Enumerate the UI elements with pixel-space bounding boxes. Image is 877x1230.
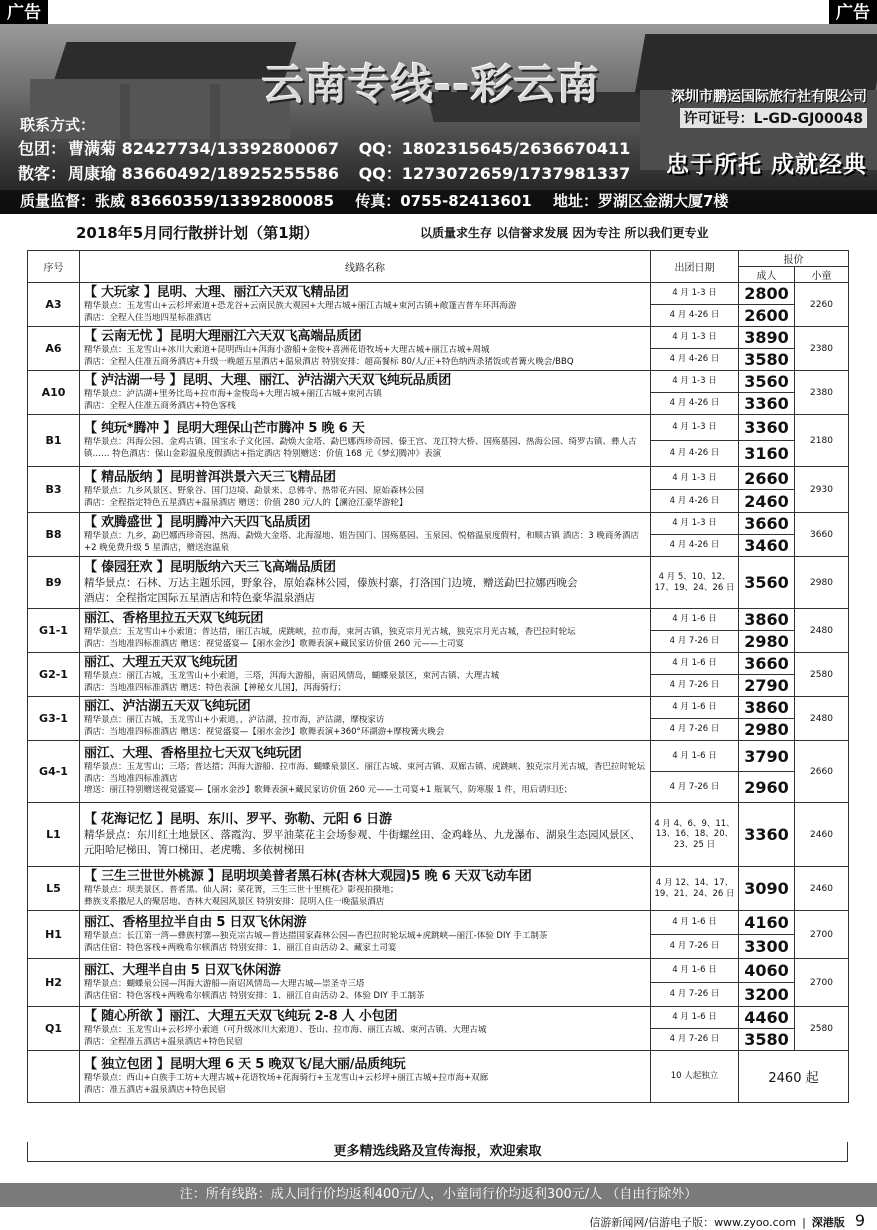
route-title: 丽江、香格里拉半自由 5 日双飞休闲游 [84, 914, 307, 930]
slogan: 忠于所托 成就经典 [665, 152, 867, 178]
row-adult-price: 2980 [739, 719, 795, 741]
row-date: 4 月 1-6 日 [651, 1007, 739, 1029]
row-route [80, 1051, 651, 1103]
row-adult-price: 3200 [739, 983, 795, 1007]
route-detail: 精华景点：玉龙雪山；三塔；普达措；洱海大游船、拉市海、蝴蝶泉景区、丽江古城、束河古镇、双廊古镇、虎跳峡、独克宗月光古城，香巴拉时轮坛 酒店：当地准四标准酒店 [84, 762, 646, 784]
row-date: 4 月 1-3 日 [651, 467, 739, 490]
table-row [28, 283, 849, 305]
row-date: 4 月 1-3 日 [651, 415, 739, 441]
row-date: 4 月 1-6 日 [651, 911, 739, 935]
company-name: 深圳市鹏运国际旅行社有限公司 [671, 89, 867, 105]
page-number: 9 [854, 1211, 865, 1230]
row-child-price: 2460 [795, 803, 849, 867]
route-detail: 酒店住宿：特色客栈+两晚希尔顿酒店 特别安排：1、丽江自由活动 2、体验 DIY 手工制茶 [84, 990, 425, 1001]
row-child-price: 2700 [795, 911, 849, 959]
route-detail: 精华景点：石林、万达主题乐园，野象谷，原始森林公园，傣族村寨，打洛国门边境，赠送勐巴拉娜西晚会 [84, 577, 578, 590]
route-detail: 精华景点：九乡，勐巴娜西珍奇园、热海、勐焕大金塔、北海湿地、姐告国门、国殇墓园、玉泉园、悦榕温泉度假村，和顺古镇 酒店：3 晚商务酒店+2 晚免费升级 5 星酒店，赠送泡温泉 [84, 531, 639, 553]
single-label: 散客： [18, 164, 67, 183]
row-child-price: 2660 [795, 741, 849, 803]
route-detail: 酒店：全程准五酒店+温泉酒店+特色民宿 [84, 1036, 243, 1047]
row-date: 4 月 1-3 日 [651, 371, 739, 393]
row-route [80, 1007, 651, 1051]
header-code: 序号 [28, 251, 80, 283]
row-code: A10 [28, 371, 80, 415]
row-code: B9 [28, 557, 80, 609]
route-detail: 精华景点：泸沽湖+里务比岛+拉市海+金梭岛+大理古城+丽江古城+束河古镇 [84, 389, 382, 400]
route-detail: 酒店住宿：特色客栈+两晚希尔顿酒店 特别安排：1、丽江自由活动 2、藏家土司宴 [84, 942, 397, 953]
row-date: 4 月 1-6 日 [651, 959, 739, 983]
tour-table [27, 250, 849, 1103]
route-title: 【 三生三世世外桃源 】昆明坝美普者黑石林(杏林大观园)5 晚 6 天双飞动车团 [84, 868, 532, 884]
row-date: 4 月 5、10、12、17、19、24、26 日 [651, 557, 739, 609]
group-label: 包团： [18, 139, 67, 158]
table-row [28, 1007, 849, 1029]
row-date: 4 月 4-26 日 [651, 349, 739, 371]
row-adult-price: 2790 [739, 675, 795, 697]
route-detail: 精华景点：洱海公园、金鸡古镇、国宝永子文化园、勐焕大金塔、勐巴娜西珍奇园、傣王宫、龙江特大桥、国殇墓园、热海公园、绮罗古镇、彝人古镇…… 特色酒店：保山金彩温泉度假酒店+指定酒店 特别赠送：价值 168 元《梦幻腾冲》表演 [84, 437, 637, 459]
row-adult-price: 2460 [739, 490, 795, 513]
route-detail: 精华景点：玉龙雪山+云杉坪小索道（可升级冰川大索道）、苍山、拉市海、丽江古城、束河古镇、大理古城 [84, 1025, 487, 1036]
banner-title: 云南专线--彩云南 [262, 60, 600, 109]
row-code: H1 [28, 911, 80, 959]
row-adult-price: 2660 [739, 467, 795, 490]
row-route [80, 741, 651, 803]
row-date: 4 月 1-6 日 [651, 741, 739, 772]
row-route [80, 513, 651, 557]
route-detail: 精华景点：玉龙雪山+冰川大索道+昆明西山+洱海小游船+金梭+喜洲花语牧场+大理古城+丽江古城+周城 [84, 345, 490, 356]
route-detail: 酒店：当地准四标准酒店 赠送：特色表演【神秘女儿国】，洱海骑行； [84, 682, 346, 693]
row-adult-price: 3360 [739, 393, 795, 415]
row-code: L5 [28, 867, 80, 911]
route-detail: 增送：丽江特别赠送视觉盛宴—【丽水金沙】歌舞表演+藏民家访价值 260 元——土司宴+1 瓶氧气，防寒服 1 件，用后请归还； [84, 785, 573, 796]
route-detail: 精华景点：玉龙雪山+小索道；普达措，丽江古城，虎跳峡，拉市海，束河古镇，独克宗月光古城，独克宗月光古城，香巴拉时轮坛 [84, 627, 576, 638]
route-detail: 精华景点：丽江古城，玉龙雪山+小索道，三塔，洱海大游船，南诏风情岛，蝴蝶泉景区，束河古镇、大理古城 [84, 671, 500, 682]
row-date: 4 月 4-26 日 [651, 535, 739, 557]
row-code: B1 [28, 415, 80, 467]
row-adult-price: 3860 [739, 697, 795, 719]
row-adult-price: 3580 [739, 349, 795, 371]
row-code: A6 [28, 327, 80, 371]
row-adult-price: 3360 [739, 415, 795, 441]
route-title: 丽江、大理、香格里拉七天双飞纯玩团 [84, 746, 302, 762]
row-date: 4 月 7-26 日 [651, 983, 739, 1007]
group-qq: QQ：1802315645/2636670411 [358, 139, 631, 158]
row-adult-price: 4460 [739, 1007, 795, 1029]
row-route [80, 557, 651, 609]
table-row [28, 467, 849, 490]
header-date: 出团日期 [651, 251, 739, 283]
row-adult-price: 3090 [739, 867, 795, 911]
row-route [80, 327, 651, 371]
banner-pillar-decoration [120, 84, 130, 144]
header-child: 小童 [795, 267, 849, 283]
row-date: 4 月 1-3 日 [651, 513, 739, 535]
table-row [28, 609, 849, 631]
table-row [28, 1051, 849, 1103]
row-date: 4 月 1-6 日 [651, 609, 739, 631]
row-date: 4 月 4-26 日 [651, 490, 739, 513]
route-detail: 精华景点：坝美景区、普者黑、仙人洞；菜花箐，三生三世十里桃花》影视拍摄地； [84, 885, 399, 896]
row-code: B8 [28, 513, 80, 557]
single-contact [18, 161, 630, 184]
table-row [28, 327, 849, 349]
row-code: G4-1 [28, 741, 80, 803]
route-detail: 彝族支系撒尼人的聚居地、杏林大观园风景区 特别安排：昆明入住一晚温泉酒店 [84, 896, 385, 907]
row-child-price: 2380 [795, 327, 849, 371]
route-detail: 酒店：当地准四标准酒店 赠送：视觉盛宴—【丽水金沙】歌舞表演+藏民家访价值 260 元——土司宴 [84, 638, 464, 649]
row-route [80, 653, 651, 697]
banner-roof-decoration [54, 42, 297, 82]
header-price: 报价 [739, 251, 849, 267]
row-child-price: 2580 [795, 1007, 849, 1051]
route-title: 丽江、大理五天双飞纯玩团 [84, 654, 238, 670]
single-qq: QQ：1273072659/1737981337 [358, 164, 631, 183]
row-child-price: 2580 [795, 653, 849, 697]
row-adult-price: 2600 [739, 305, 795, 327]
row-date: 4 月 7-26 日 [651, 935, 739, 959]
ad-label-right: 广告 [829, 0, 877, 26]
row-date: 4 月 1-6 日 [651, 653, 739, 675]
table-header-row [28, 251, 849, 267]
route-title: 【 纯玩*腾冲 】昆明大理保山芒市腾冲 5 晚 6 天 [84, 420, 365, 436]
route-detail: 精华景点：东川红土地景区、落霞沟、罗平油菜花主会场参观、牛街螺丝田、金鸡峰丛、九龙瀑布、湖泉生态园风景区、元阳哈尼梯田、箐口梯田、老虎嘴、多依树梯田 [84, 829, 641, 856]
table-row [28, 371, 849, 393]
row-route [80, 959, 651, 1007]
route-detail: 酒店：当地准四标准酒店 赠送：视觉盛宴—【丽水金沙】歌舞表演+360°环湖游+摩梭篝火晚会 [84, 726, 445, 737]
group-contact [18, 136, 630, 159]
row-child-price: 2180 [795, 415, 849, 467]
route-title: 【 云南无忧 】昆明大理丽江六天双飞高端品质团 [84, 328, 362, 344]
route-title: 丽江、大理半自由 5 日双飞休闲游 [84, 962, 281, 978]
row-adult-price: 3300 [739, 935, 795, 959]
license-number: 许可证号：L-GD-GJ00048 [680, 108, 867, 128]
route-detail: 精华景点：蝴蝶泉公园—洱海大游船—南诏风情岛—大理古城—崇圣寺三塔 [84, 979, 365, 990]
route-detail: 酒店：全程指定特色五星酒店+温泉酒店 赠送：价值 280 元/人的【澜沧江豪华游轮】 [84, 497, 408, 508]
table-row [28, 653, 849, 675]
table-row [28, 415, 849, 441]
row-date: 4 月 7-26 日 [651, 719, 739, 741]
route-detail: 精华景点：九乡风景区、野象谷、国门边境、勐景来、总佛寺、热带花卉园、原始森林公园 [84, 486, 425, 497]
row-date: 4 月 1-6 日 [651, 697, 739, 719]
row-adult-price: 2980 [739, 631, 795, 653]
single-name: 周康瑜 [68, 164, 117, 183]
row-code: L1 [28, 803, 80, 867]
row-date: 4 月 7-26 日 [651, 772, 739, 803]
row-route [80, 911, 651, 959]
row-date: 4 月 7-26 日 [651, 1029, 739, 1051]
route-title: 【 欢腾盛世 】昆明腾冲六天四飞品质团 [84, 514, 311, 530]
row-date: 4 月 4-26 日 [651, 305, 739, 327]
group-phone: 82427734/13392800067 [121, 139, 339, 158]
row-route [80, 803, 651, 867]
row-adult-price: 3360 [739, 803, 795, 867]
row-child-price: 2700 [795, 959, 849, 1007]
footer-site: 信游新闻网/信游电子版：www.zyoo.com [589, 1216, 797, 1229]
row-code: G2-1 [28, 653, 80, 697]
row-route [80, 467, 651, 513]
route-detail: 精华景点：西山+白族手工坊+大理古城+花语牧场+花海骑行+玉龙雪山+云杉坪+丽江古城+拉市海+双廊 [84, 1073, 489, 1084]
table-row [28, 513, 849, 535]
header-adult: 成人 [739, 267, 795, 283]
table-row [28, 557, 849, 609]
row-date: 4 月 4-26 日 [651, 393, 739, 415]
row-route [80, 609, 651, 653]
row-child-price: 2980 [795, 557, 849, 609]
row-date: 4 月 1-3 日 [651, 283, 739, 305]
row-child-price: 2480 [795, 609, 849, 653]
row-adult-price: 3790 [739, 741, 795, 772]
plan-title: 2018年5月同行散拼计划（第1期） [76, 224, 319, 242]
rebate-note: 注：所有线路：成人同行价均返利400元/人，小童同行价均返利300元/人 （自由行除外） [0, 1183, 877, 1207]
row-price-special: 2460 起 [739, 1051, 849, 1103]
row-code: Q1 [28, 1007, 80, 1051]
page-footer: 信游新闻网/信游电子版：www.zyoo.com | 深港版 9 [589, 1211, 865, 1230]
row-date: 4 月 4-26 日 [651, 441, 739, 467]
row-code: G3-1 [28, 697, 80, 741]
banner-pillar-decoration [210, 84, 220, 144]
row-adult-price: 2800 [739, 283, 795, 305]
row-route [80, 867, 651, 911]
route-detail: 酒店：全程入住准五商务酒店+特色客栈 [84, 400, 236, 411]
route-title: 【 精品版纳 】昆明普洱洪景六天三飞精品团 [84, 469, 336, 485]
row-date: 4 月 4、6、9、11、13、16、18、20、23、25 日 [651, 803, 739, 867]
row-date: 4 月 7-26 日 [651, 675, 739, 697]
row-code: H2 [28, 959, 80, 1007]
row-adult-price: 3160 [739, 441, 795, 467]
row-date: 4 月 7-26 日 [651, 631, 739, 653]
row-adult-price: 4060 [739, 959, 795, 983]
route-detail: 酒店：准五酒店+温泉酒店+特色民宿 [84, 1084, 226, 1095]
route-detail: 酒店：全程指定国际五星酒店和特色豪华温泉酒店 [84, 591, 315, 604]
fax-number: 传真：0755-82413601 [355, 192, 532, 210]
address: 地址：罗湖区金湖大厦7楼 [552, 192, 729, 210]
route-detail: 精华景点：长江第一湾—彝族村寨—独克宗古城—普达措国家森林公园—香巴拉时轮坛城+虎跳峡—丽江-体验 DIY 手工制茶 [84, 931, 548, 942]
row-adult-price: 3580 [739, 1029, 795, 1051]
route-title: 【 花海记忆 】昆明、东川、罗平、弥勒、元阳 6 日游 [84, 812, 392, 828]
row-route [80, 283, 651, 327]
header-route: 线路名称 [80, 251, 651, 283]
route-detail: 精华景点：玉龙雪山+云杉坪索道+恐龙谷+云南民族大观园+大理古城+丽江古城+束河古镇+敞篷吉普车环洱海游 [84, 301, 517, 312]
row-adult-price: 3860 [739, 609, 795, 631]
row-child-price: 3660 [795, 513, 849, 557]
row-child-price: 2380 [795, 371, 849, 415]
route-detail: 酒店：全程入住当地四星标准酒店 [84, 312, 212, 323]
route-title: 丽江、泸沽湖五天双飞纯玩团 [84, 698, 251, 714]
row-adult-price: 3460 [739, 535, 795, 557]
banner-bottom-line [20, 190, 744, 211]
route-detail: 酒店：全程入住准五商务酒店+升级一晚超五星酒店+温泉酒店 特别安排：超高餐标 80/人/正+特色纳西杀猪饭或者篝火晚会/BBQ [84, 356, 574, 367]
route-title: 【 随心所欲 】丽江、大理五天双飞纯玩 2-8 人 小包团 [84, 1008, 398, 1024]
table-row [28, 867, 849, 911]
route-title: 【 泸沽湖一号 】昆明、大理、丽江、泸沽湖六天双飞纯玩品质团 [84, 372, 452, 388]
row-date: 4 月 12、14、17、19、21、24、26 日 [651, 867, 739, 911]
table-row [28, 959, 849, 983]
more-info-text: 更多精选线路及宣传海报，欢迎索取 [27, 1142, 848, 1162]
row-child-price: 2260 [795, 283, 849, 327]
row-code: A3 [28, 283, 80, 327]
plan-motto: 以质量求生存 以信誉求发展 因为专注 所以我们更专业 [420, 226, 709, 240]
route-title: 【 独立包团 】昆明大理 6 天 5 晚双飞/昆大丽/品质纯玩 [84, 1056, 406, 1072]
row-adult-price: 3560 [739, 371, 795, 393]
header-banner [0, 24, 877, 214]
group-name: 曹满菊 [68, 139, 117, 158]
row-adult-price: 2960 [739, 772, 795, 803]
row-date: 4 月 1-3 日 [651, 327, 739, 349]
route-detail: 精华景点：丽江古城，玉龙雪山+小索道，，泸沽湖，拉市海，泸沽湖，摩梭家访 [84, 715, 385, 726]
row-route [80, 371, 651, 415]
route-title: 丽江、香格里拉五天双飞纯玩团 [84, 610, 264, 626]
row-adult-price: 3560 [739, 557, 795, 609]
row-route [80, 697, 651, 741]
route-title: 【 傣园狂欢 】昆明版纳六天三飞高端品质团 [84, 560, 336, 576]
row-route [80, 415, 651, 467]
row-code: G1-1 [28, 609, 80, 653]
single-phone: 83660492/18925255586 [121, 164, 339, 183]
contact-heading: 联系方式： [20, 116, 96, 134]
table-row [28, 741, 849, 772]
table-row [28, 803, 849, 867]
row-date: 10 人起独立 [651, 1051, 739, 1103]
quality-supervision: 质量监督：张威 83660359/13392800085 [20, 192, 335, 210]
row-adult-price: 3890 [739, 327, 795, 349]
ad-label-left: 广告 [0, 0, 48, 26]
banner-roof-decoration [635, 34, 877, 94]
row-adult-price: 3660 [739, 513, 795, 535]
row-adult-price: 4160 [739, 911, 795, 935]
row-code: B3 [28, 467, 80, 513]
table-row [28, 911, 849, 935]
footer-edition: 深港版 [811, 1216, 845, 1229]
route-title: 【 大玩家 】昆明、大理、丽江六天双飞精品团 [84, 284, 349, 300]
table-row [28, 697, 849, 719]
row-child-price: 2460 [795, 867, 849, 911]
row-child-price: 2930 [795, 467, 849, 513]
row-code [28, 1051, 80, 1103]
row-adult-price: 3660 [739, 653, 795, 675]
row-child-price: 2480 [795, 697, 849, 741]
